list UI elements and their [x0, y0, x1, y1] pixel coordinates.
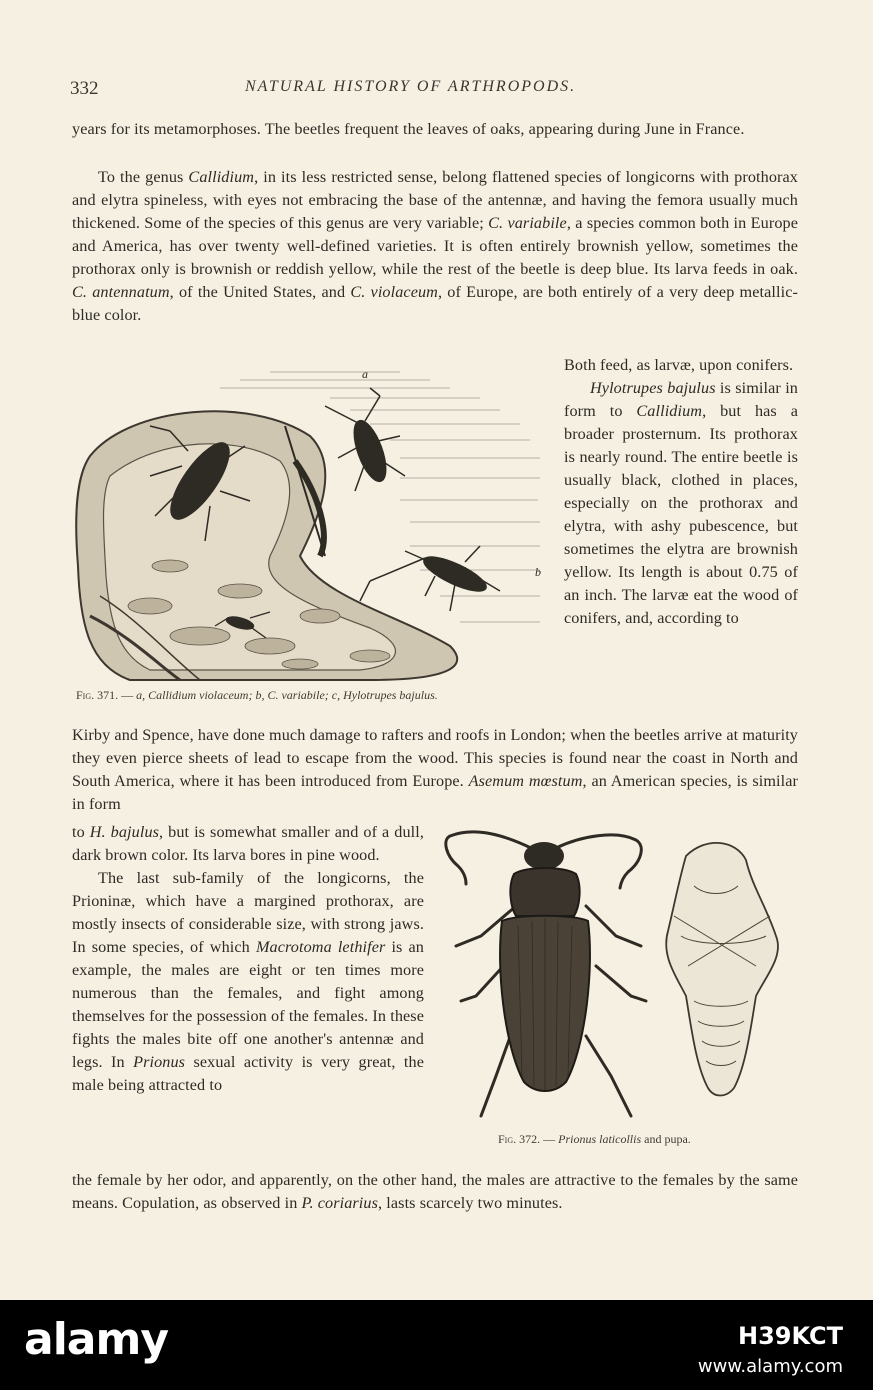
paragraph-metamorphoses	[72, 118, 798, 141]
figure-371-caption: Fig. 371. — a, Callidium violaceum; b, C. variabile; c, Hylotrupes bajulus.	[76, 688, 438, 702]
figure-372-caption: Fig. 372. — Prionus laticollis and pupa.	[498, 1132, 691, 1146]
watermark-url: www.alamy.com	[697, 1356, 843, 1377]
left-column-fig372	[72, 821, 424, 1097]
paragraph-hylotrupes: Hylotrupes bajulus is similar in form to Callidium, but has a broader prosternum. Its prothorax is nearly round. The entire beetle is usually black, clothed in places, especially on the prothorax and elytra, with ashy pubescence, but sometimes the elytra are brownish yellow. Its length is about 0.75 of an inch. The larvæ eat the wood of conifers, and, according to	[564, 379, 799, 627]
side-column-fig371	[564, 354, 798, 630]
paragraph-prioninae-continued	[72, 1169, 798, 1215]
running-title: NATURAL HISTORY OF ARTHROPODS.	[245, 78, 577, 95]
paragraph-5-continued-text: the female by her odor, and apparently, on the other hand, the males are attractive to the females by the same means. Copulation, as observed in P. coriarius, lasts scarcely two minutes.	[72, 1171, 798, 1212]
paragraph-3-continued-text: Kirby and Spence, have done much damage to rafters and roofs in London; when the beetles arrive at maturity they even pierce sheets of lead to escape from the wood. This species is found near the coast in North and South America, where it has been introduced from Europe. Asemum mœstum, an American species, is similar in form	[72, 726, 798, 813]
alamy-logo: alamy	[24, 1314, 168, 1365]
page-header	[70, 78, 800, 102]
figure-372-illustration	[436, 826, 806, 1130]
image-id: H39KCT	[738, 1322, 843, 1350]
paragraph-4-text: to H. bajulus, but is somewhat smaller and of a dull, dark brown color. Its larva bores in pine wood.	[72, 823, 424, 864]
paragraph-hylotrupes-continued	[72, 724, 798, 816]
paragraph-1-text: years for its metamorphoses. The beetles frequent the leaves of oaks, appearing during June in France.	[72, 120, 745, 138]
stock-watermark-banner	[0, 1300, 873, 1390]
figure-371-letter-b: b	[535, 565, 541, 579]
paragraph-2-continued: Both feed, as larvæ, upon conifers.	[564, 356, 794, 374]
paragraph-prioninae: The last sub-family of the longicorns, the Prioninæ, which have a margined prothorax, are mostly insects of considerable size, with strong jaws. In some species, of which Macrotoma lethifer is an example, the males are eight or ten times more numerous than the females, and fight among themselves for the possession of the females. In these fights the males bite off one another's antennæ and legs. In Prionus sexual activity is very great, the male being attracted to	[72, 869, 424, 1094]
paragraph-callidium	[72, 166, 798, 327]
paragraph-2-text: To the genus Callidium, in its less restricted sense, belong flattened species of longicorns with prothorax and elytra spineless, with eyes not embracing the base of the antennæ, and having the femora usually much thickened. Some of the species of this genus are very variable; C. variabile, a species common both in Europe and America, has over twenty well-defined varieties. It is often entirely brownish yellow, sometimes the prothorax only is brownish or reddish yellow, while the rest of the beetle is deep blue. Its larva feeds in oak. C. antennatum, of the United States, and C. violaceum, of Europe, are both entirely of a very deep metallic-blue color.	[72, 168, 798, 324]
figure-371-illustration	[70, 366, 548, 684]
figure-371-letter-a: a	[362, 367, 368, 381]
page-number: 332	[70, 78, 99, 99]
